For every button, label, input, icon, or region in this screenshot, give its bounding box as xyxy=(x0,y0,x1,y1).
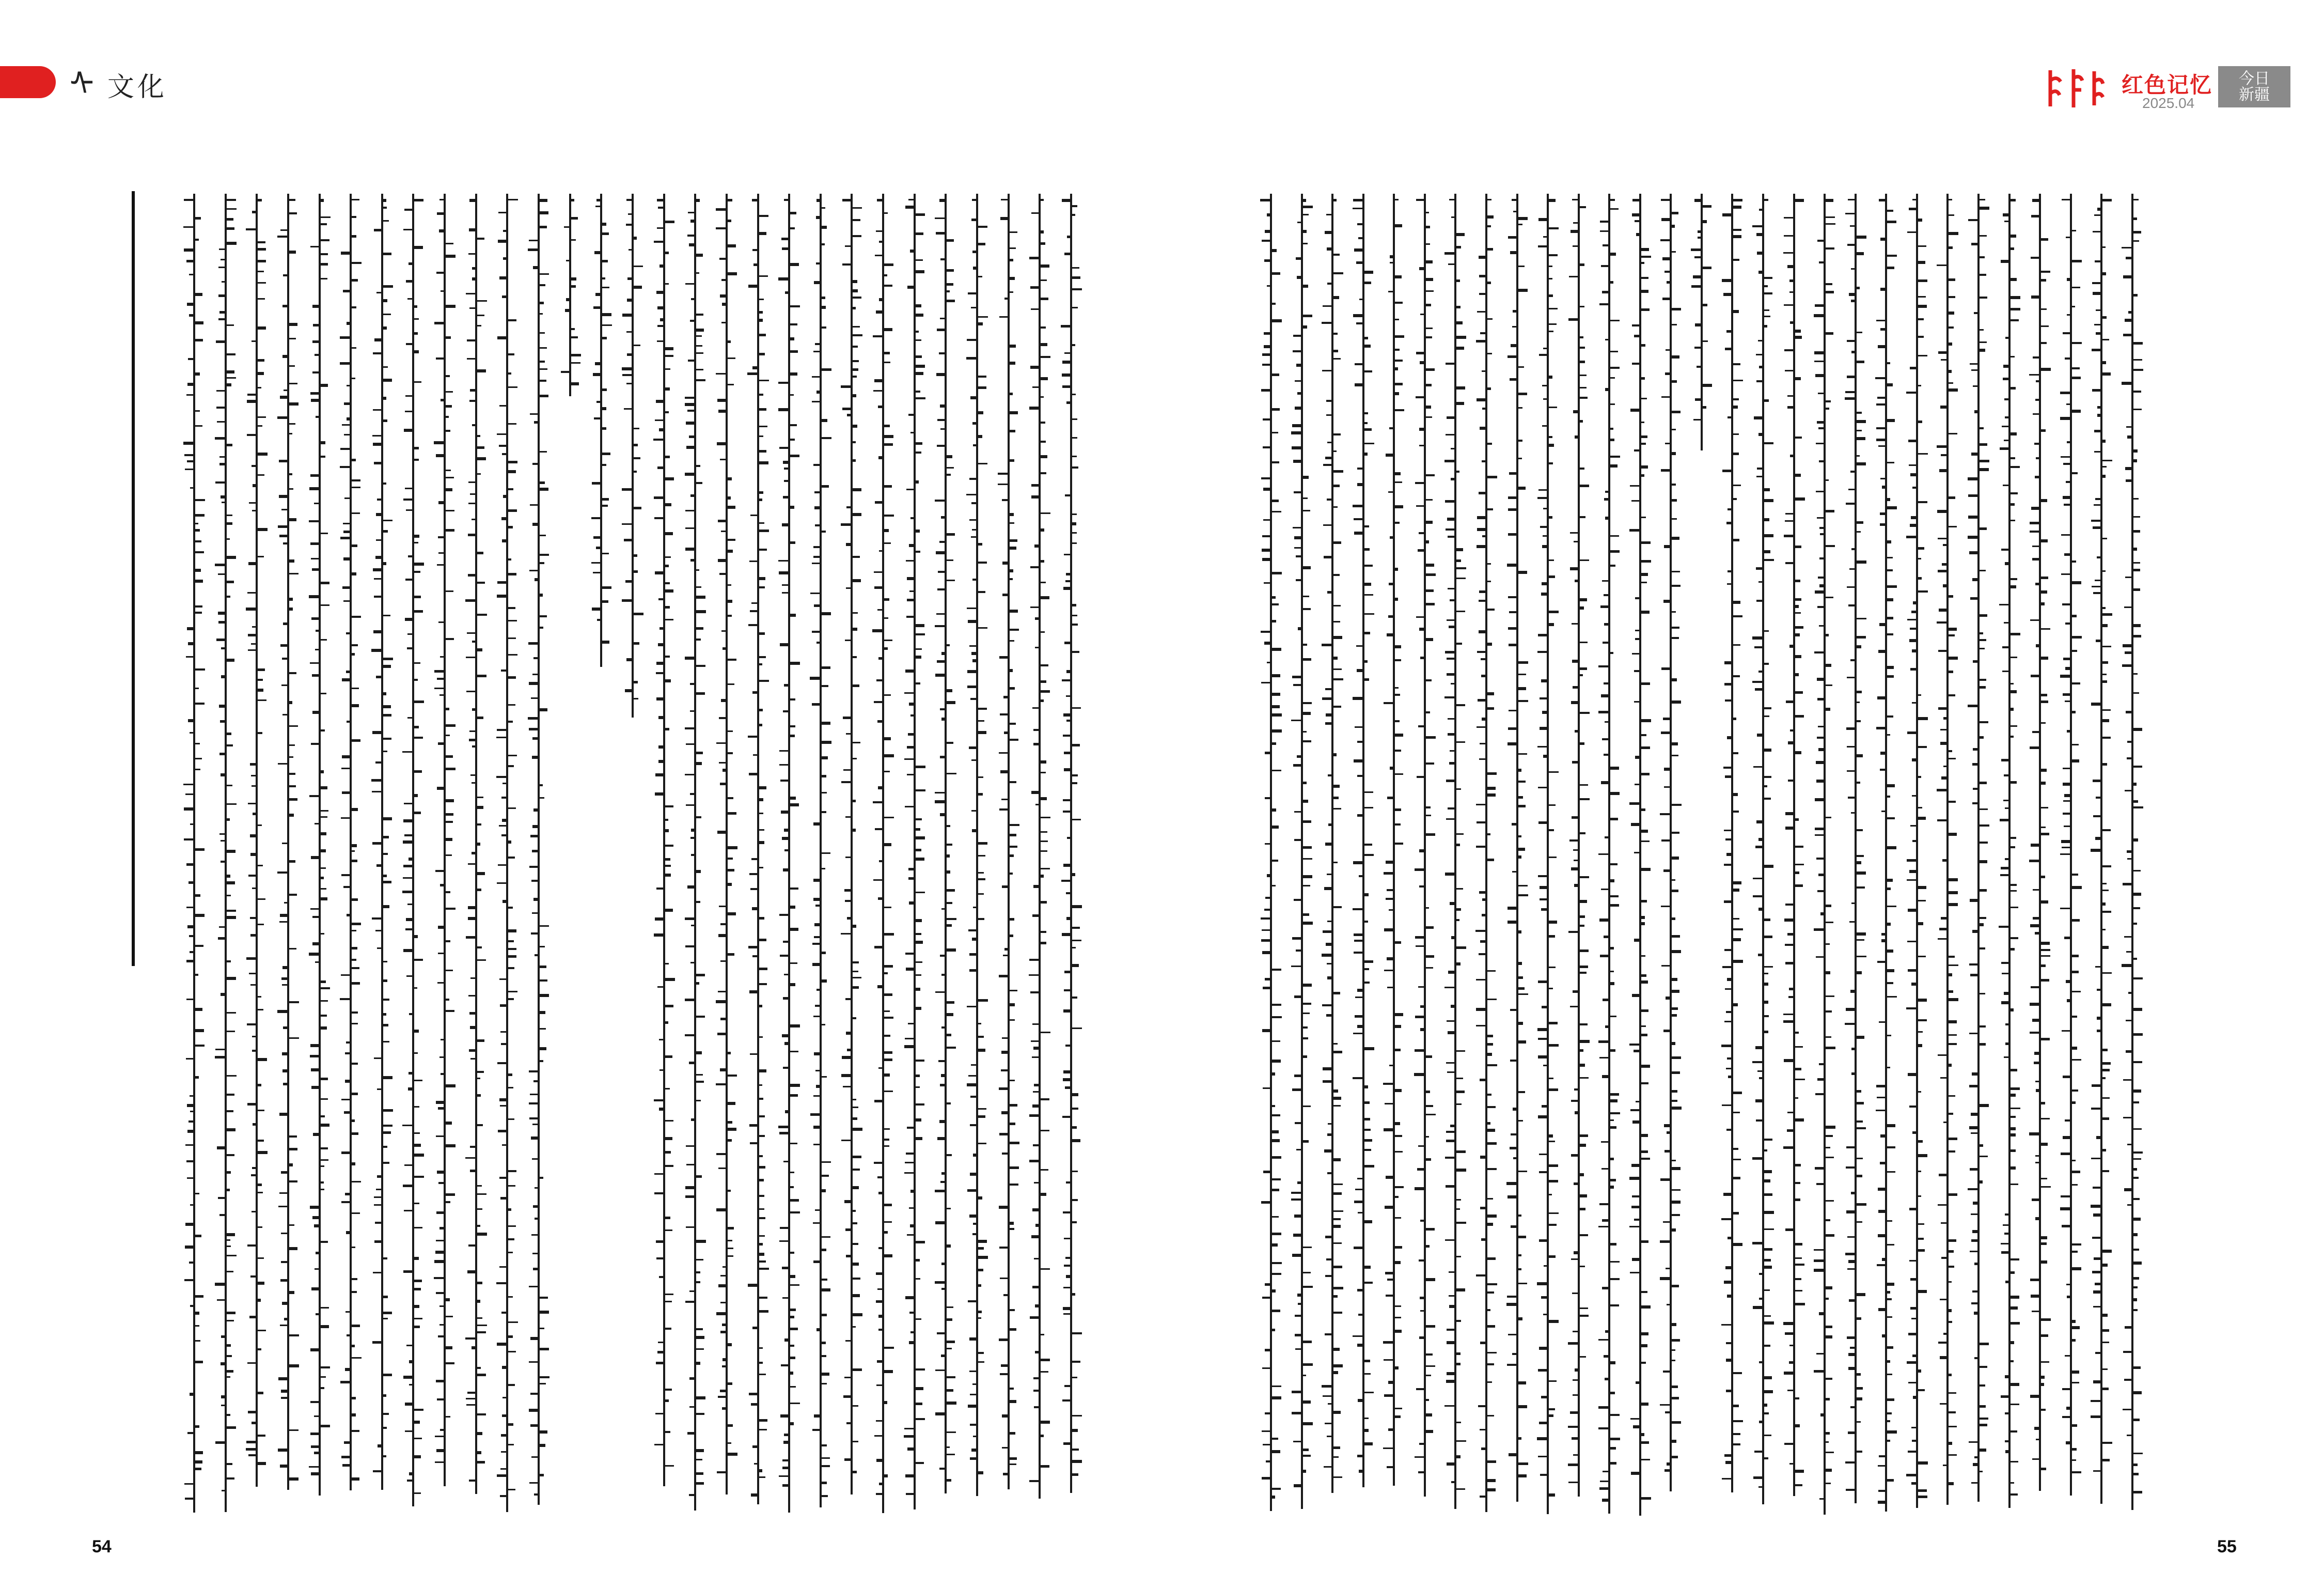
text-column xyxy=(998,194,1019,1521)
text-column xyxy=(1414,194,1436,1521)
text-column xyxy=(1906,194,1928,1521)
text-column xyxy=(1721,194,1743,1521)
section-color-tab xyxy=(0,66,56,98)
right-page-text xyxy=(1260,194,2143,1521)
text-column xyxy=(1260,194,1282,1521)
text-column xyxy=(935,194,956,1521)
text-column xyxy=(1752,194,1774,1521)
text-column xyxy=(872,194,894,1521)
text-column xyxy=(653,194,675,1521)
text-column xyxy=(2029,194,2051,1521)
text-column xyxy=(2122,194,2143,1521)
page-number-left: 54 xyxy=(92,1537,112,1556)
text-column xyxy=(1029,194,1050,1521)
text-column xyxy=(810,194,831,1521)
text-column xyxy=(1968,194,1989,1521)
text-column xyxy=(1353,194,1374,1521)
left-page-text xyxy=(183,194,1082,1521)
text-column xyxy=(716,194,737,1521)
text-column xyxy=(402,194,424,1521)
logo-text: 今日 新疆 xyxy=(2239,69,2270,104)
text-column xyxy=(684,194,706,1521)
page-number-right: 55 xyxy=(2217,1537,2237,1556)
text-column xyxy=(1937,194,1958,1521)
text-column xyxy=(747,194,769,1521)
mongolian-brand-mark xyxy=(2045,65,2107,112)
text-column xyxy=(1999,194,2020,1521)
text-column xyxy=(1291,194,1313,1521)
text-column xyxy=(434,194,456,1521)
text-column xyxy=(246,194,268,1521)
text-column xyxy=(340,194,362,1521)
section-header xyxy=(70,61,167,107)
text-column xyxy=(465,194,487,1521)
text-column xyxy=(1537,194,1559,1521)
section-title: 文化 xyxy=(107,71,167,103)
text-column xyxy=(1660,194,1682,1521)
text-column xyxy=(1568,194,1590,1521)
text-column xyxy=(2091,194,2112,1521)
text-column xyxy=(371,194,393,1521)
text-column xyxy=(559,194,581,1521)
text-column xyxy=(841,194,862,1521)
text-column xyxy=(1598,194,1620,1521)
text-column xyxy=(528,194,549,1521)
text-column xyxy=(1814,194,1835,1521)
text-column xyxy=(1845,194,1866,1521)
text-column xyxy=(1383,194,1405,1521)
text-column xyxy=(966,194,988,1521)
text-column xyxy=(1506,194,1528,1521)
left-page-headline xyxy=(121,191,145,966)
issue-date: 2025.04 xyxy=(2142,95,2195,111)
text-column xyxy=(1322,194,1343,1521)
text-column xyxy=(1783,194,1805,1521)
text-column xyxy=(1444,194,1466,1521)
text-column xyxy=(277,194,299,1521)
text-column xyxy=(1629,194,1651,1521)
magazine-title: 红色记忆 xyxy=(2122,72,2213,98)
text-column xyxy=(590,194,612,1521)
text-column xyxy=(778,194,800,1521)
text-column xyxy=(496,194,518,1521)
magazine-brand xyxy=(2045,61,2303,118)
text-column xyxy=(1060,194,1082,1521)
text-column xyxy=(309,194,331,1521)
text-column xyxy=(1691,194,1713,1521)
text-column xyxy=(183,194,205,1521)
text-column xyxy=(904,194,925,1521)
text-column xyxy=(1875,194,1897,1521)
text-column xyxy=(1475,194,1497,1521)
section-mongolian-mark: ᠰ xyxy=(70,65,94,103)
text-column xyxy=(215,194,237,1521)
text-column xyxy=(2060,194,2082,1521)
text-column xyxy=(622,194,643,1521)
jinri-xinjiang-logo xyxy=(2218,66,2290,107)
